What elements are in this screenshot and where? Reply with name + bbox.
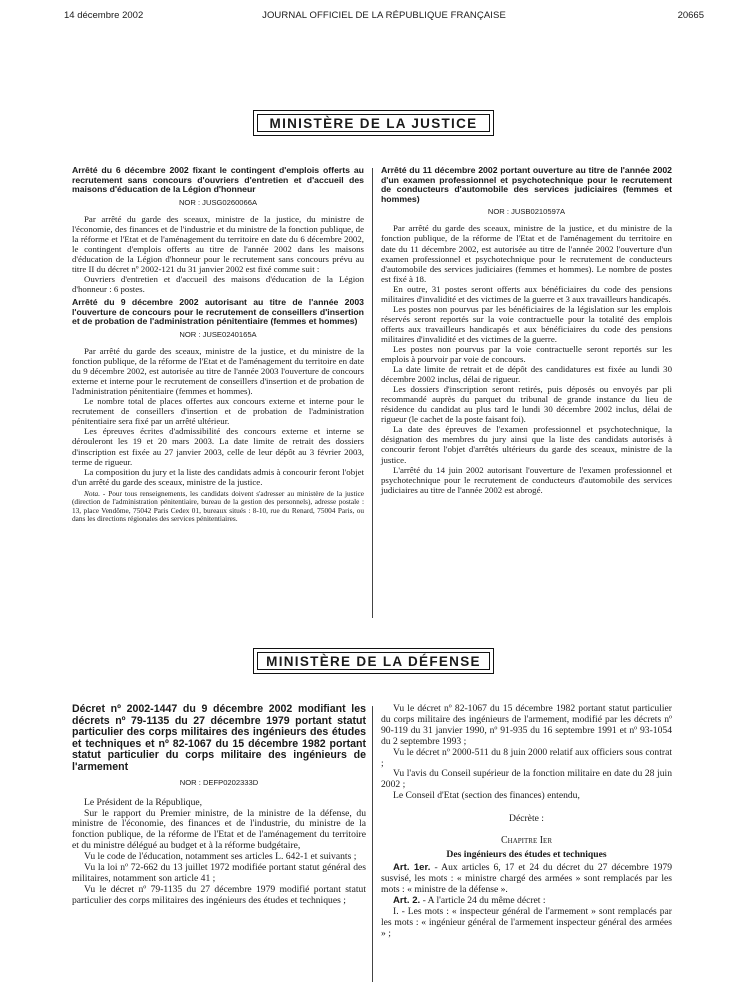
article-title: Arrêté du 11 décembre 2002 portant ouverture au titre de l'année 2002 d'un examen professionnel et psychotechnique pour le recrutement de conducteurs d'automobile des services judiciaires (femmes et hommes) [381,165,672,204]
paragraph: Par arrêté du garde des sceaux, ministre de la justice, et du ministre de la fonction publique, de la réforme de l'Etat et de l'aménagement du territoire en date du 11 décembre 2002, est autorisée au titre de l'année 2002 l'ouverture d'un examen professionnel et psychotechnique pour le recrutement de conducteurs d'automobile des services judiciaires (femmes et hommes). Le nombre de postes est fixé à 18. [381,223,672,284]
paragraph: L'arrêté du 14 juin 2002 autorisant l'ouverture de l'examen professionnel et psychotechnique pour le recrutement de conducteurs d'automobile des services judiciaires au titre de l'année 2002 est abrogé. [381,464,672,495]
journal-title: JOURNAL OFFICIEL DE LA RÉPUBLIQUE FRANÇAISE [262,10,506,21]
article-label: Art. 1er. [393,862,431,874]
nota-label: Nota. [84,488,101,498]
column-divider [372,706,373,982]
chapter-title: Des ingénieurs des études et techniques [446,849,607,861]
decree-title: Décret nº 2002-1447 du 9 décembre 2002 modifiant les décrets nº 79-1135 du 27 décembre 1979 portant statut particulier des corps militaires des ingénieurs des études et techniques et nº 82-1067 du 15 décembre 1982 portant statut particulier du corps militaire des ingénieurs de l'armement [72,703,366,773]
ministry-defense-label: MINISTÈRE DE LA DÉFENSE [257,652,490,670]
ministry-justice-label: MINISTÈRE DE LA JUSTICE [257,114,490,132]
paragraph: Le nombre total de places offertes aux concours externe et interne pour le recrutement de conseillers d'insertion et de probation de l'administration pénitentiaire sera fixé par un arrêté ultérieur. [72,396,364,427]
article-title: Arrêté du 9 décembre 2002 autorisant au titre de l'année 2003 l'ouverture de concours pour le recrutement de conseillers d'insertion et de probation de l'administration pénitentiaire (femmes et hommes) [72,297,364,327]
paragraph: Les postes non pourvus par la voie contractuelle seront reportés sur les emplois à pourvoir par voie de concours. [381,343,672,365]
paragraph: Les dossiers d'inscription seront retirés, puis déposés ou envoyés par pli recommandé auprès du parquet du tribunal de grande instance du lieu de résidence du candidat au plus tard le lundi 30 décembre 2002 inclus, délai de rigueur (le cachet de la poste faisant foi). [381,384,672,425]
defense-left-column [72,704,366,907]
paragraph: Vu le décret nº 2000-511 du 8 juin 2000 relatif aux officiers sous contrat ; [381,746,672,769]
paragraph: Vu la loi nº 72-662 du 13 juillet 1972 modifiée portant statut général des militaires, notamment son article 41 ; [72,862,366,884]
issue-date: 14 décembre 2002 [64,10,144,21]
paragraph: Vu l'avis du Conseil supérieur de la fonction militaire en date du 28 juin 2002 ; [381,768,672,791]
page-header [64,10,704,24]
paragraph: Vu le code de l'éducation, notamment ses articles L. 642-1 et suivants ; [84,851,357,863]
nota-note [72,490,364,524]
paragraph: La date des épreuves de l'examen professionnel et psychotechnique, la désignation des membres du jury ainsi que la liste des candidats autorisés à concourir feront l'objet d'arrêtés ultérieurs du garde des sceaux, ministre de la justice. [381,424,672,465]
paragraph: Les postes non pourvus par les bénéficiaires de la législation sur les emplois réservés seront reportés sur la voie contractuelle pour la totalité des emplois offerts aux travailleurs handicapés et aux bénéficiaires du code des pensions militaires d'invalidité et des victimes de la guerre. [381,303,672,344]
nor-reference: NOR : JUSE0240165A [179,329,257,339]
paragraph: La composition du jury et la liste des candidats admis à concourir feront l'objet d'un arrêté du garde des sceaux, ministre de la justice. [72,466,364,487]
paragraph: Vu le décret nº 82-1067 du 15 décembre 1982 portant statut particulier du corps militaire des ingénieurs de l'armement, modifié par les décrets nº 90-119 du 31 janvier 1990, nº 91-935 du 16 septembre 1991 et nº 93-1054 du 2 septembre 1993 ; [381,703,672,747]
page-number: 20665 [677,10,704,21]
justice-right-column [381,166,672,495]
paragraph: Sur le rapport du Premier ministre, de la ministre de la défense, du ministre de l'économie, des finances et de l'industrie, du ministre de la fonction publique, de la réforme de l'Etat et de l'aménagement du territoire et du ministre délégué au budget et à la réforme budgétaire, [72,807,366,852]
chapter-heading: Chapitre Ier [501,835,552,847]
article-text: - Aux articles 6, 17 et 24 du décret du 27 décembre 1979 susvisé, les mots : « ministre chargé des armées » sont remplacés par les mots : « ministre de la défense ». [381,862,672,896]
article-title: Arrêté du 6 décembre 2002 fixant le contingent d'emplois offerts au recrutement sans concours d'ouvriers d'entretien et d'accueil des maisons d'éducation de la Légion d'honneur [72,165,364,195]
paragraph: Par arrêté du garde des sceaux, ministre de la justice, du ministre de l'économie, des finances et de l'industrie et du ministre de la fonction publique, de la réforme et l'Etat et de l'aménagement du territoire en date du 6 décembre 2002, le contingent d'emplois offerts au titre de l'année 2002 dans les maisons d'éducation de la Légion d'honneur pour le recrutement sans concours prévu au titre II du décret nº 2002-121 du 31 janvier 2002 est fixé comme suit : [72,213,364,275]
justice-left-column [72,166,364,523]
defense-right-column [381,704,672,940]
paragraph: Le Conseil d'Etat (section des finances) entendu, [393,790,580,802]
nor-reference: NOR : JUSB0210597A [487,207,566,217]
article-paragraph [381,863,672,896]
paragraph: Par arrêté du garde des sceaux, ministre de la justice, et du ministre de la fonction publique, de la réforme de l'Etat et de l'aménagement du territoire en date du 9 décembre 2002, est autorisée au titre de l'année 2003 l'ouverture de concours externe et interne pour le recrutement de conseillers d'insertion et de probation de l'administration pénitentiaire (femmes et hommes). [72,346,364,397]
ministry-justice-heading [253,110,494,136]
nor-reference: NOR : DEFP0202333D [179,777,259,787]
paragraph: Vu le décret nº 79-1135 du 27 décembre 1979 modifié portant statut particulier des corps militaires des ingénieurs des études et techniques ; [72,883,366,906]
paragraph: En outre, 31 postes seront offerts aux bénéficiaires du code des pensions militaires d'invalidité et des victimes de la guerre et 3 aux travailleurs handicapés. [381,283,672,304]
ministry-defense-heading [253,648,494,674]
article-text: - A l'article 24 du même décret : [420,895,546,907]
column-divider [372,168,373,618]
nor-reference: NOR : JUSG0260066A [178,197,258,207]
paragraph: La date limite de retrait et de dépôt des candidatures est fixée au lundi 30 décembre 2002 inclus, délai de rigueur. [381,364,672,385]
paragraph: Ouvriers d'entretien et d'accueil des maisons d'éducation de la Légion d'honneur : 6 postes. [72,274,364,295]
decrete-heading: Décrète : [509,813,544,825]
paragraph: Le Président de la République, [84,796,203,808]
article-label: Art. 2. [393,895,421,907]
paragraph: I. - Les mots : « inspecteur général de l'armement » sont remplacés par les mots : « ingénieur général de l'armement inspecteur général des armées » ; [381,905,672,939]
paragraph: Les épreuves écrites d'admissibilité des concours externe et interne se dérouleront les 19 et 20 mars 2003. La date limite de retrait des dossiers d'inscription est fixée au 27 janvier 2003, celle de leur dépôt au 3 février 2003, terme de rigueur. [72,426,364,467]
nota-text: - Pour tous renseignements, les candidats doivent s'adresser au ministère de la justice (direction de l'administration pénitentiaire, bureau de la gestion des personnels), adresse postale : 13, place Vendôme, 75042 Paris Cedex 01, bureaux situés : 8-10, rue du Renard, 75004 Paris, ou dans les directions régionales des services pénitentiaires. [72,488,364,523]
